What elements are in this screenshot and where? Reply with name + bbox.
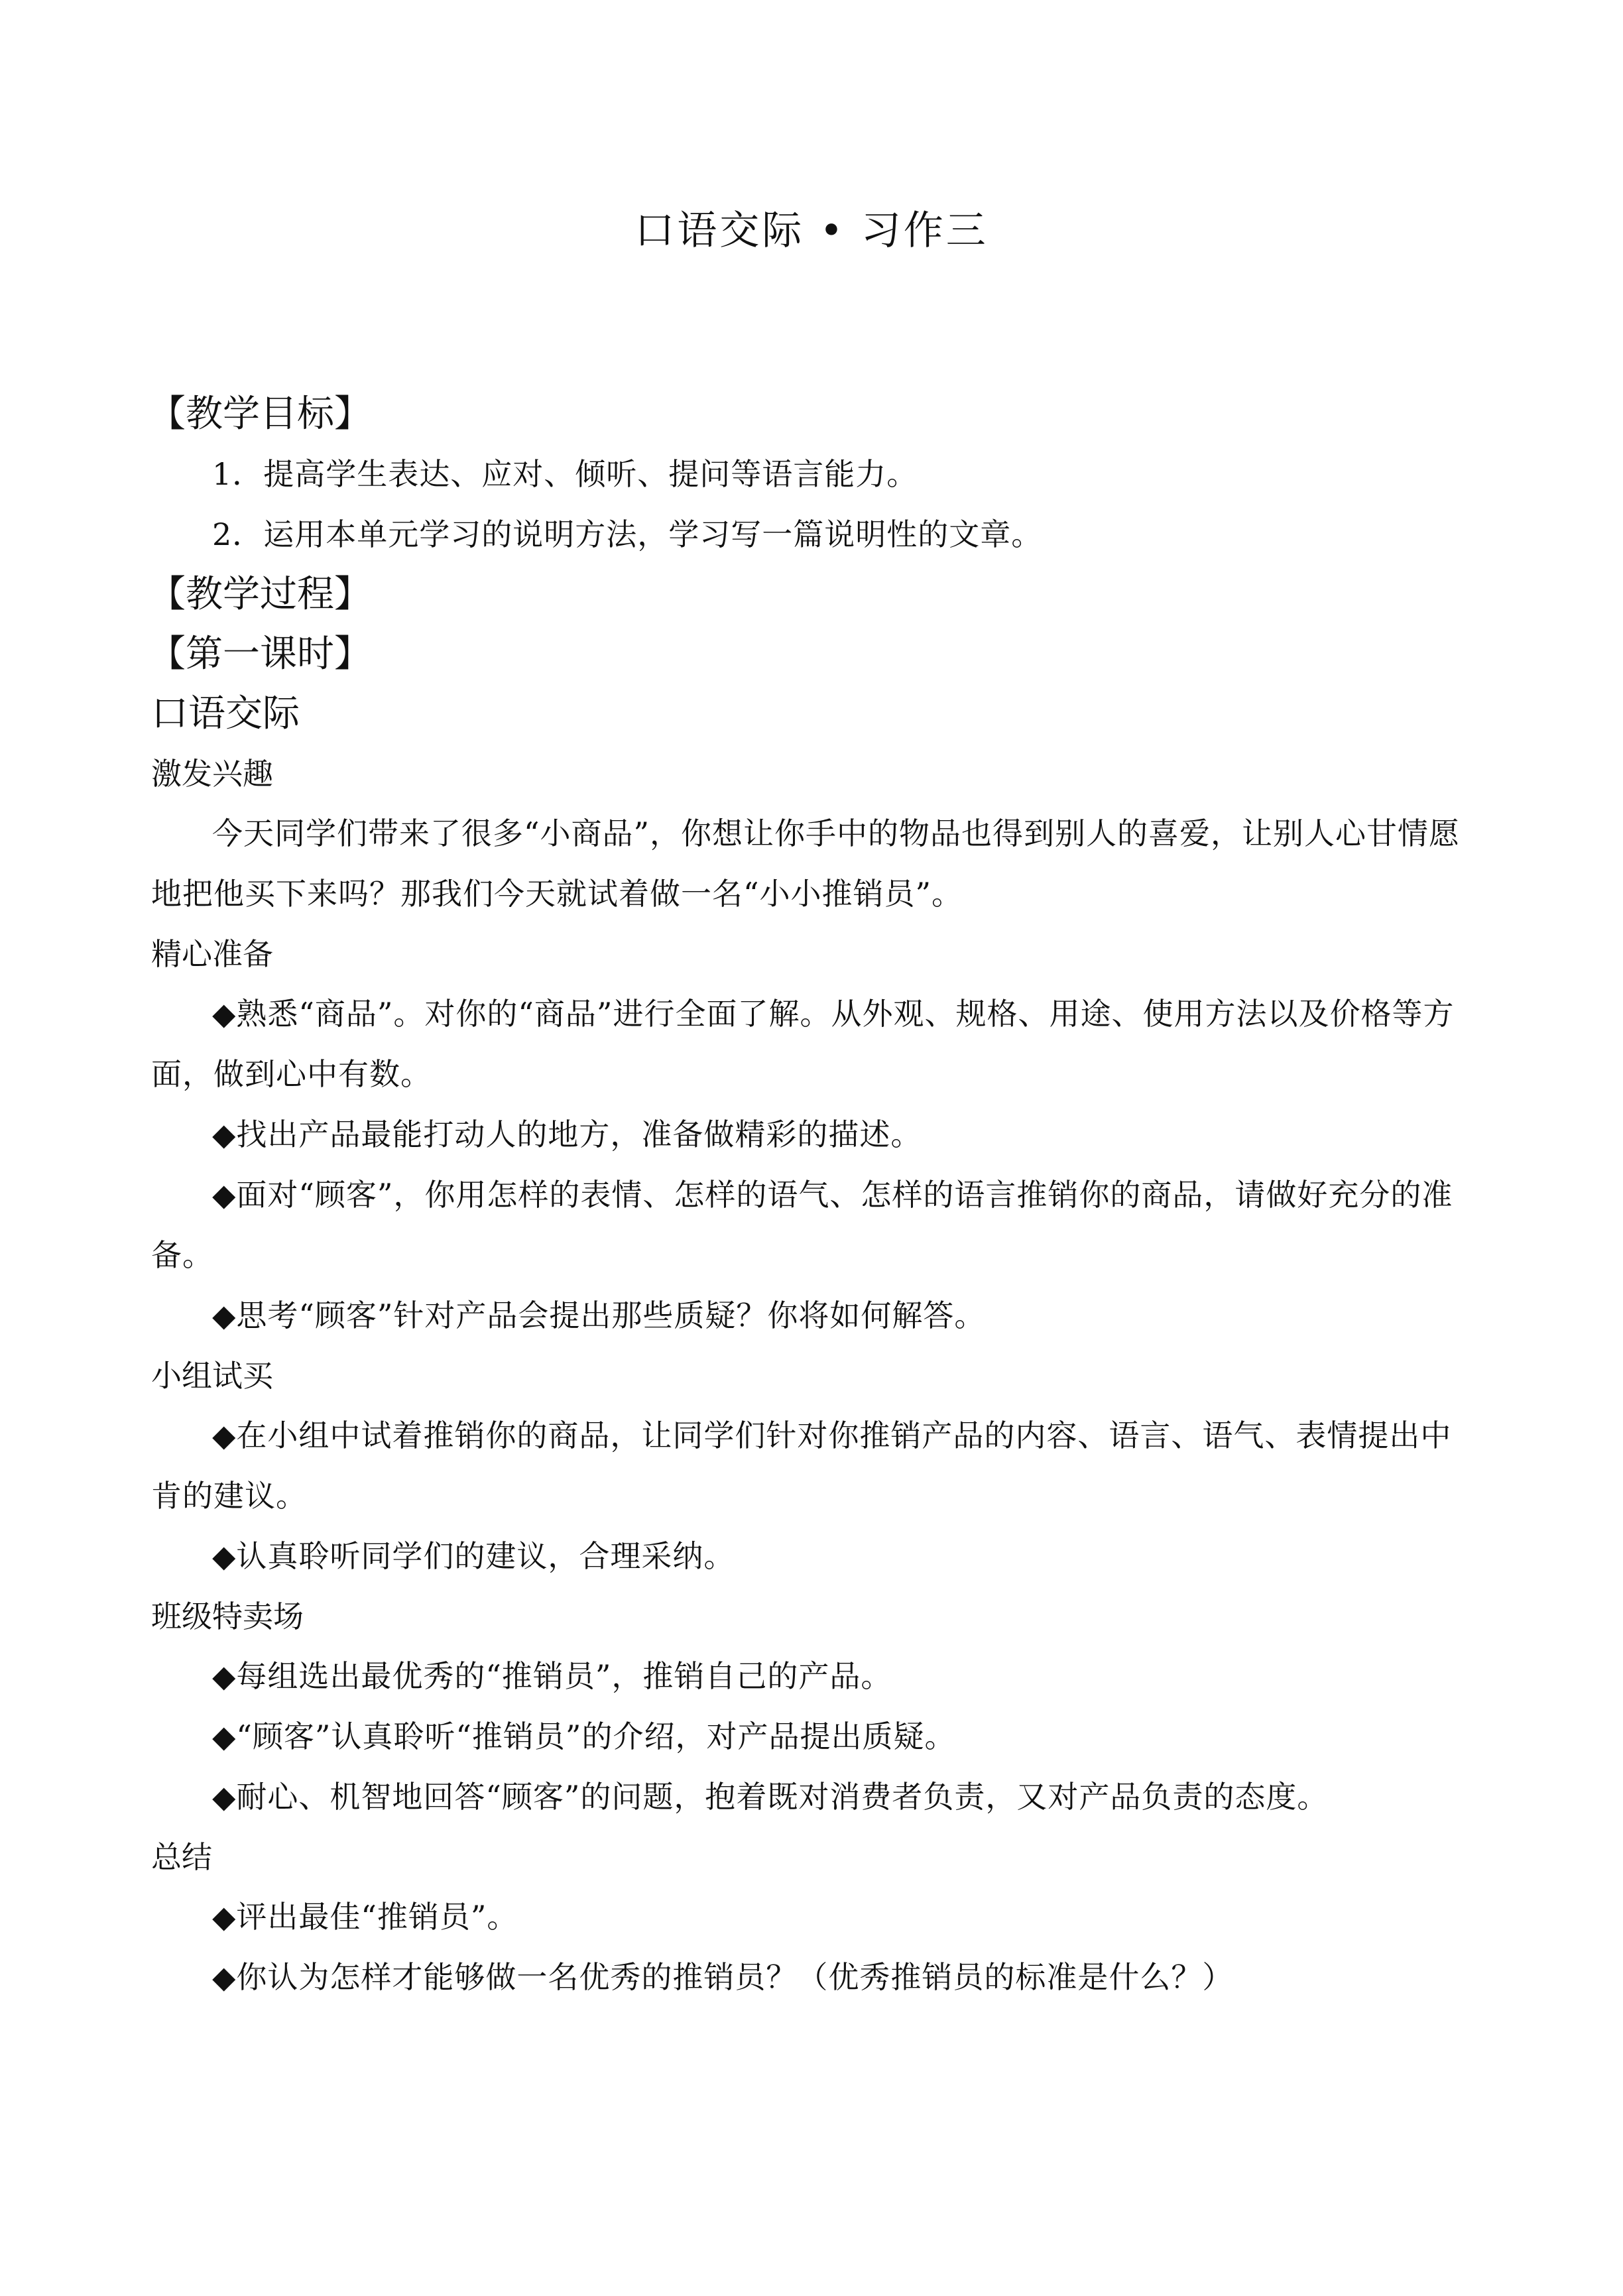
sale-item: ◆每组选出最优秀的“推销员”，推销自己的产品。 [212,1658,892,1694]
summary-heading: 总结 [151,1839,212,1875]
process-heading: 【教学过程】 [149,573,371,616]
group-item: ◆认真聆听同学们的建议，合理采纳。 [212,1538,735,1574]
prepare-heading: 精心准备 [151,936,273,972]
goal-item: 2．运用本单元学习的说明方法，学习写一篇说明性的文章。 [212,516,1043,552]
prepare-item: ◆熟悉“商品”。对你的“商品”进行全面了解。从外观、规格、用途、使用方法以及价格等方面，做到心中有数。 [151,996,1455,1092]
sale-heading: 班级特卖场 [151,1599,304,1634]
goal-item: 1．提高学生表达、应对、倾听、提问等语言能力。 [212,456,918,492]
goals-heading: 【教学目标】 [149,393,371,436]
page-title: 口语交际 • 习作三 [634,208,989,254]
summary-item: ◆你认为怎样才能够做一名优秀的推销员？（优秀推销员的标准是什么？） [212,1959,1234,1995]
document-body [151,385,1477,2008]
sale-item: ◆“顾客”认真聆听“推销员”的介绍，对产品提出质疑。 [212,1719,956,1754]
lesson-heading: 【第一课时】 [149,633,371,676]
interest-heading: 激发兴趣 [151,756,273,792]
interest-paragraph: 今天同学们带来了很多“小商品”，你想让你手中的物品也得到别人的喜爱，让别人心甘情愿地把他买下来吗？那我们今天就试着做一名“小小推销员”。 [151,816,1461,912]
prepare-item: ◆找出产品最能打动人的地方，准备做精彩的描述。 [212,1117,922,1152]
sale-item: ◆耐心、机智地回答“顾客”的问题，抱着既对消费者负责，又对产品负责的态度。 [212,1779,1329,1815]
oral-communication-heading: 口语交际 [151,692,300,735]
group-heading: 小组试买 [151,1358,273,1394]
group-item: ◆在小组中试着推销你的商品，让同学们针对你推销产品的内容、语言、语气、表情提出中肯的建议。 [151,1418,1452,1514]
prepare-item: ◆面对“顾客”，你用怎样的表情、怎样的语气、怎样的语言推销你的商品，请做好充分的准备。 [151,1177,1453,1273]
summary-item: ◆评出最佳“推销员”。 [212,1899,518,1935]
prepare-item: ◆思考“顾客”针对产品会提出那些质疑？你将如何解答。 [212,1298,986,1333]
